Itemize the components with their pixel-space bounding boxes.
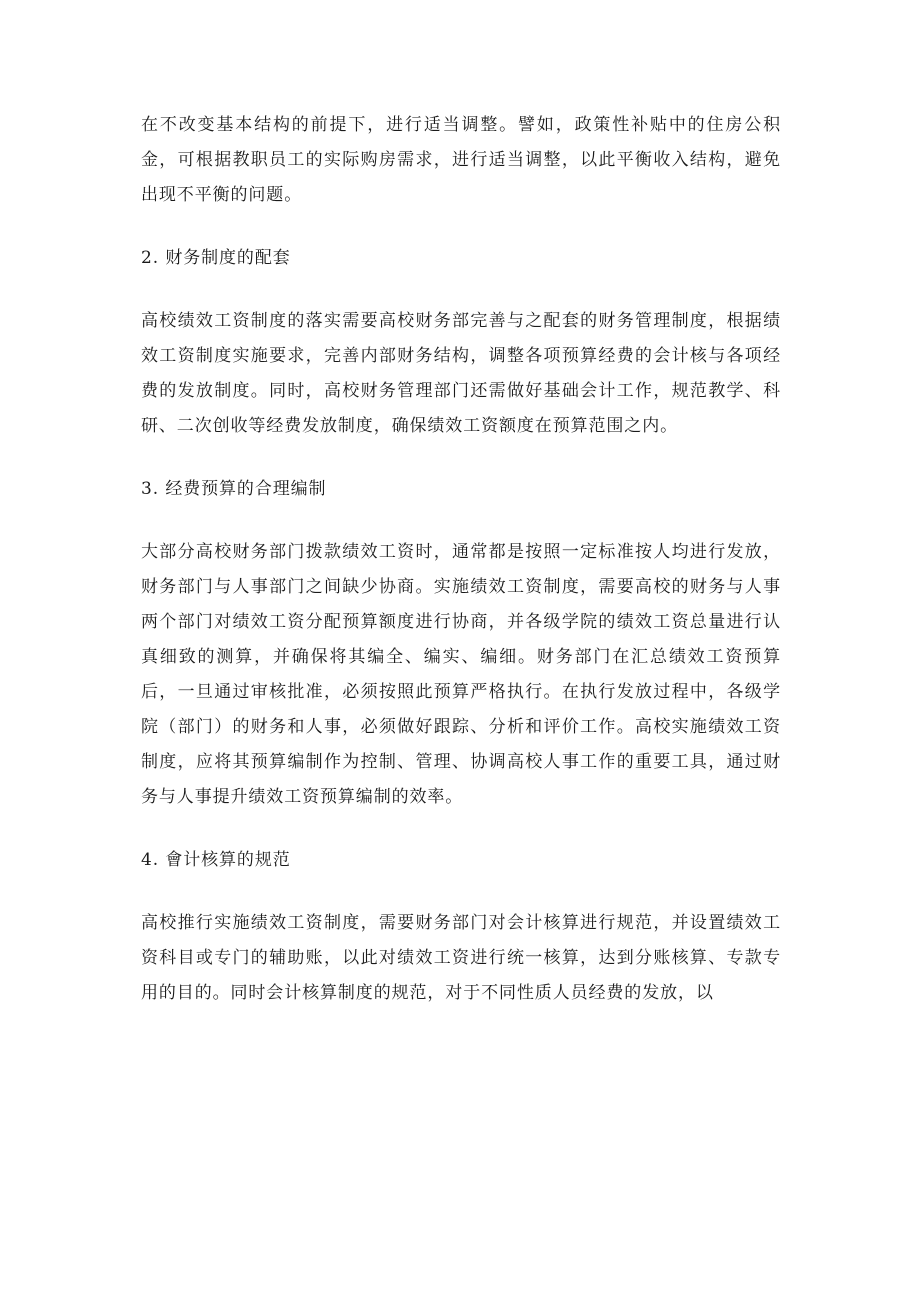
section-heading-budget-compilation: 3. 经费预算的合理编制: [141, 479, 327, 499]
paragraph-housing-fund-adjustment: 在不改变基本结构的前提下，进行适当调整。譬如，政策性补贴中的住房公积金，可根据教职员工的实际购房需求，进行适当调整，以此平衡收入结构，避免出现不平衡的问题。: [141, 115, 781, 205]
document-body: [141, 108, 781, 1011]
paragraph-accounting-standards: 高校推行实施绩效工资制度，需要财务部门对会计核算进行规范，并设置绩效工资科目或专门的辅助账，以此对绩效工资进行统一核算，达到分账核算、专款专用的目的。同时会计核算制度的规范，对于不同性质人员经费的发放，以: [141, 913, 781, 1003]
paragraph-budget-compilation: 大部分高校财务部门拨款绩效工资时，通常都是按照一定标准按人均进行发放，财务部门与人事部门之间缺少协商。实施绩效工资制度，需要高校的财务与人事两个部门对绩效工资分配预算额度进行协商，并各级学院的绩效工资总量进行认真细致的测算，并确保将其编全、编实、编细。财务部门在汇总绩效工资预算后，一旦通过审核批准，必须按照此预算严格执行。在执行发放过程中，各级学院（部门）的财务和人事，必须做好跟踪、分析和评价工作。高校实施绩效工资制度，应将其预算编制作为控制、管理、协调高校人事工作的重要工具，通过财务与人事提升绩效工资预算编制的效率。: [141, 542, 781, 807]
paragraph-financial-system: 高校绩效工资制度的落实需要高校财务部完善与之配套的财务管理制度，根据绩效工资制度实施要求，完善内部财务结构，调整各项预算经费的会计核与各项经费的发放制度。同时，高校财务管理部门还需做好基础会计工作，规范教学、科研、二次创收等经费发放制度，确保绩效工资额度在预算范围之内。: [141, 311, 781, 436]
section-heading-accounting-standards: 4. 會计核算的规范: [141, 850, 291, 870]
section-heading-financial-system: 2. 财务制度的配套: [141, 248, 291, 268]
